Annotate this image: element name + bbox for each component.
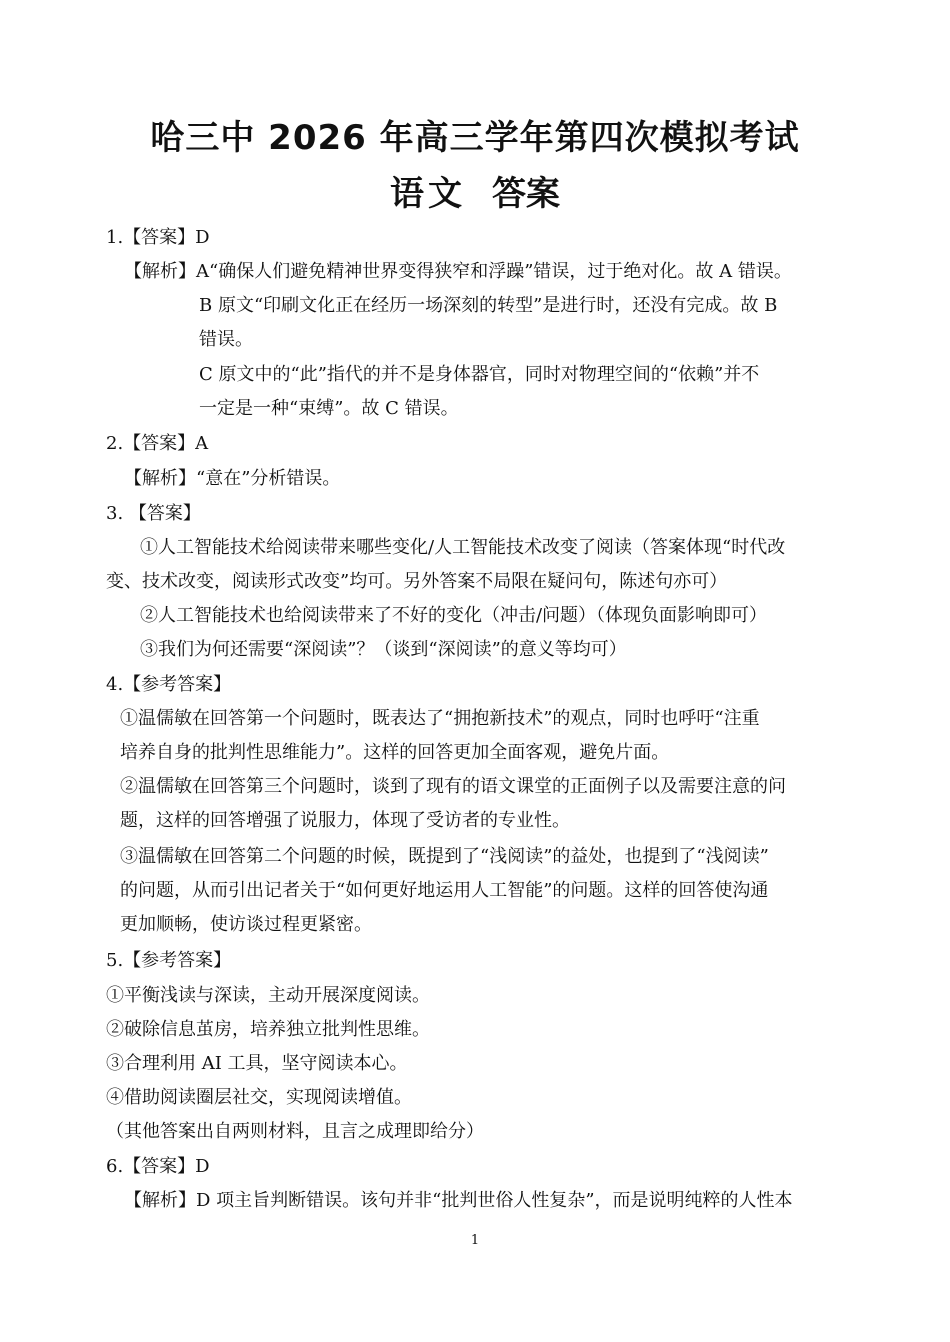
q5-point2: ②破除信息茧房，培养独立批判性思维。 [106,1019,430,1040]
subject-heading [0,166,950,215]
q2-analysis: 【解析】“意在”分析错误。 [124,468,341,489]
q1-answer: 1.【答案】D [106,227,210,248]
q3-point1-line2: 变、技术改变，阅读形式改变”均可。另外答案不局限在疑问句，陈述句亦可） [106,571,728,592]
q3-point1-line1: ①人工智能技术给阅读带来哪些变化/人工智能技术改变了阅读（答案体现“时代改 [140,537,786,558]
q1-option-b-line1: B 原文“印刷文化正在经历一场深刻的转型”是进行时，还没有完成。故 B [199,295,778,316]
q3-point2: ②人工智能技术也给阅读带来了不好的变化（冲击/问题）（体现负面影响即可） [140,605,768,626]
page-number: 1 [470,1233,480,1248]
exam-title: 哈三中 2026 年高三学年第四次模拟考试 [150,118,800,158]
q5-point1: ①平衡浅读与深读，主动开展深度阅读。 [106,985,430,1006]
subject-label: 语文 [390,174,466,214]
q5-point3: ③合理利用 AI 工具，坚守阅读本心。 [106,1053,408,1074]
q4-point2-line2: 题，这样的回答增强了说服力，体现了受访者的专业性。 [120,810,570,831]
q1-option-c-line1: C 原文中的“此”指代的并不是身体器官，同时对物理空间的“依赖”并不 [199,364,760,385]
q5-answer: 5.【参考答案】 [106,950,232,971]
q3-answer: 3. 【答案】 [106,503,201,524]
q4-point1-line2: 培养自身的批判性思维能力”。这样的回答更加全面客观，避免片面。 [120,742,670,763]
q4-point2-line1: ②温儒敏在回答第三个问题时，谈到了现有的语文课堂的正面例子以及需要注意的问 [120,776,786,797]
q4-point3-line3: 更加顺畅，使访谈过程更紧密。 [120,914,372,935]
q4-point3-line2: 的问题，从而引出记者关于“如何更好地运用人工智能”的问题。这样的回答使沟通 [120,880,769,901]
q1-option-b-line2: 错误。 [199,329,253,350]
q1-option-c-line2: 一定是一种“束缚”。故 C 错误。 [199,398,459,419]
q1-analysis: 【解析】A“确保人们避免精神世界变得狭窄和浮躁”错误，过于绝对化。故 A 错误。 [124,261,792,282]
q6-answer: 6.【答案】D [106,1156,210,1177]
q4-answer: 4.【参考答案】 [106,674,232,695]
q5-point4: ④借助阅读圈层社交，实现阅读增值。 [106,1087,412,1108]
q2-answer: 2.【答案】A [106,433,209,454]
q5-note: （其他答案出自两则材料，且言之成理即给分） [106,1121,484,1142]
answers-label: 答案 [492,174,560,214]
q6-analysis: 【解析】D 项主旨判断错误。该句并非“批判世俗人性复杂”，而是说明纯粹的人性本 [124,1190,793,1211]
q4-point1-line1: ①温儒敏在回答第一个问题时，既表达了“拥抱新技术”的观点，同时也呼吁“注重 [120,708,760,729]
q4-point3-line1: ③温儒敏在回答第二个问题的时候，既提到了“浅阅读”的益处，也提到了“浅阅读” [120,846,769,867]
q3-point3: ③我们为何还需要“深阅读”？（谈到“深阅读”的意义等均可） [140,639,627,660]
